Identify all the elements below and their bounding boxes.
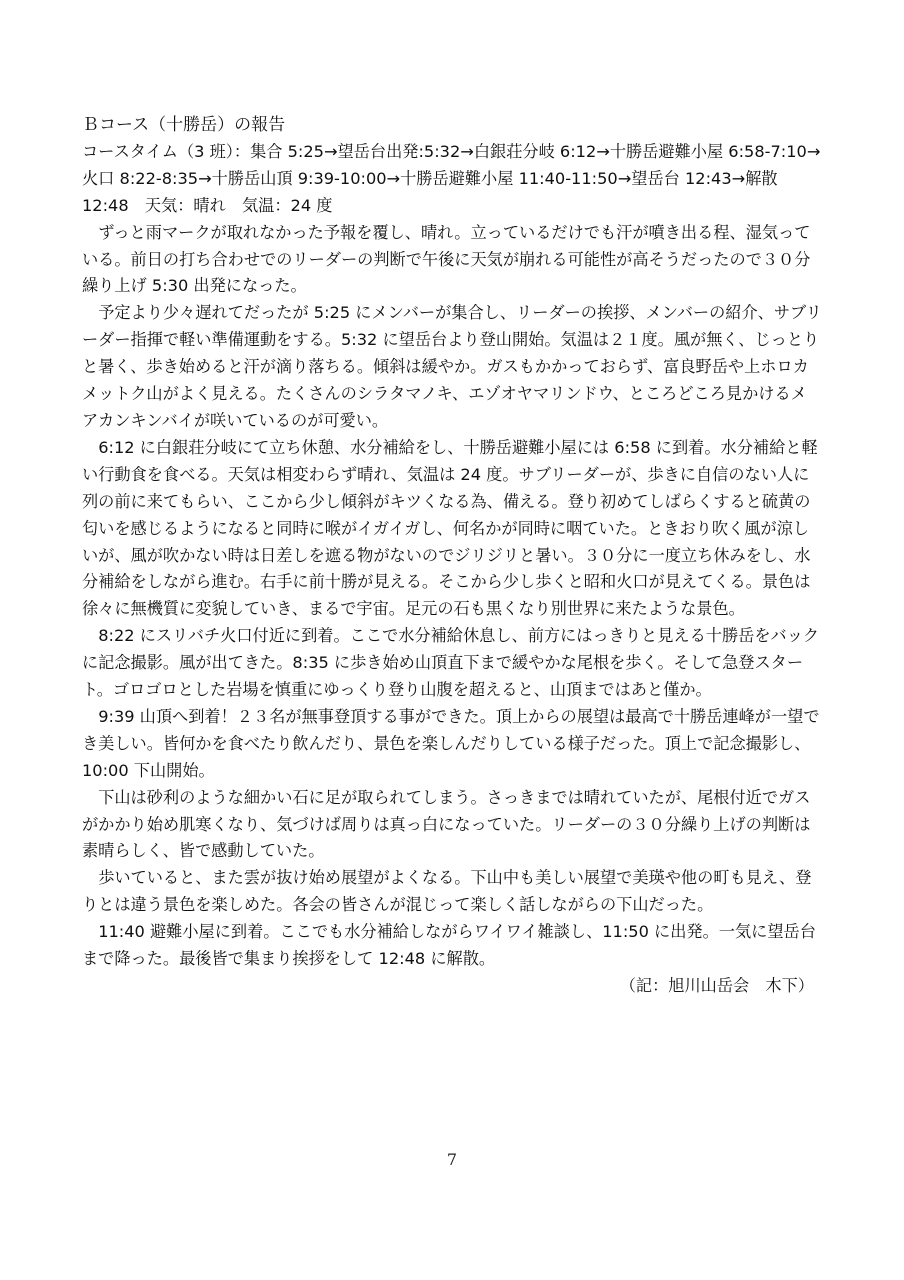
- paragraph-5: 9:39 山頂へ到着！２３名が無事登頂する事ができた。頂上からの展望は最高で十勝岳連峰が一望でき美しい。皆何かを食べたり飲んだり、景色を楽しんだりしている様子だった。頂上で記念撮影し、10:00 下山開始。: [82, 706, 820, 780]
- paragraph-3: 6:12 に白銀荘分岐にて立ち休憩、水分補給をし、十勝岳避難小屋には 6:58 に到着。水分補給と軽い行動食を食べる。天気は相変わらず晴れ、気温は 24 度。サブリーダーが、歩きに自信のない人に列の前に来てもらい、ここから少し傾斜がキツくなる為、備える。登り初めてしばらくすると硫黄の匂いを感じるようになると同時に喉がイガイガし、何名かが同時に咽ていた。ときおり吹く風が涼しいが、風が吹かない時は日差しを遮る物がないのでジリジリと暑い。３０分に一度立ち休みをし、水分補給をしながら進む。右手に前十勝が見える。そこから少し歩くと昭和火口が見えてくる。景色は徐々に無機質に変貌していき、まるで宇宙。足元の石も黒くなり別世界に来たような景色。: [82, 437, 818, 619]
- report-title: Ｂコース（十勝岳）の報告: [82, 115, 286, 135]
- paragraph-1: ずっと雨マークが取れなかった予報を覆し、晴れ。立っているだけでも汗が噴き出る程、湿気っている。前日の打ち合わせでのリーダーの判断で午後に天気が崩れる可能性が高そうだったので３０分繰り上げ 5:30 出発になった。: [82, 222, 811, 296]
- paragraph-8: 11:40 避難小屋に到着。ここでも水分補給しながらワイワイ雑談し、11:50 に出発。一気に望岳台まで降った。最後皆で集まり挨拶をして 12:48 に解散。: [82, 922, 816, 969]
- page-number: 7: [446, 1150, 458, 1169]
- paragraph-4: 8:22 にスリバチ火口付近に到着。ここで水分補給休息し、前方にはっきりと見える十勝岳をバックに記念撮影。風が出てきた。8:35 に歩き始め山頂直下まで緩やかな尾根を歩く。そして急登スタート。ゴロゴロとした岩場を慎重にゆっくり登り山腹を超えると、山頂まではあと僅か。: [82, 626, 820, 700]
- course-timeline: コースタイム（3 班）：集合 5:25→望岳台出発:5:32→白銀荘分岐 6:12→十勝岳避難小屋 6:58-7:10→火口 8:22-8:35→十勝岳山頂 9:39-10:00→十勝岳避難小屋 11:40-11:50→望岳台 12:43→解散 12:48 天気：晴れ 気温：24 度: [82, 141, 821, 215]
- paragraph-2: 予定より少々遅れてだったが 5:25 にメンバーが集合し、リーダーの挨拶、メンバーの紹介、サブリーダー指揮で軽い準備運動をする。5:32 に望岳台より登山開始。気温は２１度。風が無く、じっとりと暑く、歩き始めると汗が滴り落ちる。傾斜は緩やか。ガスもかかっておらず、富良野岳や上ホロカメットク山がよく見える。たくさんのシラタマノキ、エゾオヤマリンドウ、ところどころ見かけるメアカンキンバイが咲いているのが可愛い。: [82, 303, 822, 430]
- author-signature: （記：旭川山岳会 木下）: [619, 976, 814, 995]
- paragraph-7: 歩いていると、また雲が抜け始め展望がよくなる。下山中も美しい展望で美瑛や他の町も見え、登りとは違う景色を楽しめた。各会の皆さんが混じって楽しく話しながらの下山だった。: [82, 868, 812, 915]
- paragraph-6: 下山は砂利のような細かい石に足が取られてしまう。さっきまでは晴れていたが、尾根付近でガスがかかり始め肌寒くなり、気づけば周りは真っ白になっていた。リーダーの３０分繰り上げの判断は素晴らしく、皆で感動していた。: [82, 787, 811, 861]
- report-body: [82, 112, 822, 1000]
